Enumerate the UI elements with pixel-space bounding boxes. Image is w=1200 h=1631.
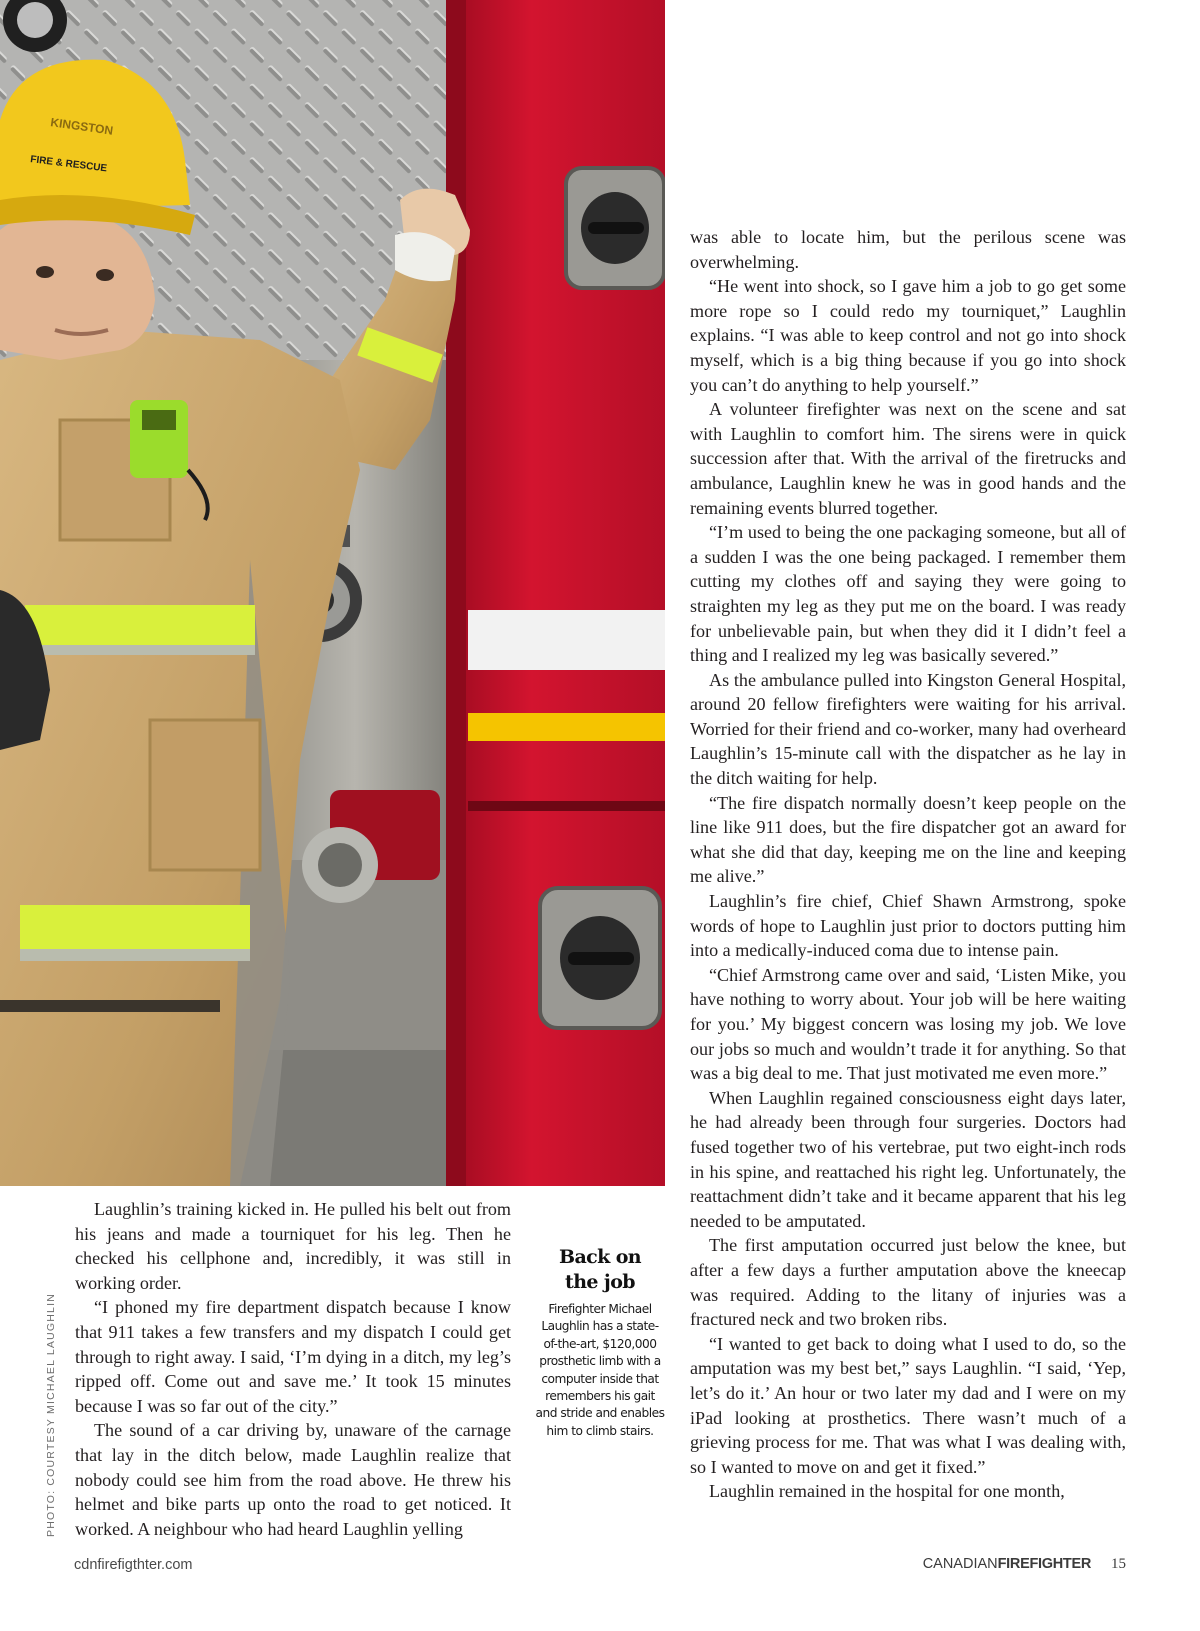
publication-name-bold: FIREFIGHTER [997,1556,1091,1572]
hero-photo [0,0,665,1186]
sidebar-title-line: Back on [558,1246,641,1268]
sidebar-box [535,1245,665,1440]
compartment-handle-top [566,168,664,288]
paragraph: The sound of a car driving by, unaware of the carnage that lay in the ditch below, made Laughlin realize that nobody could see him from the road above. He threw his helmet and bike parts up onto the road to get noticed. It worked. A neighbour who had heard Laughlin yelling [75,1420,511,1539]
paragraph: “I phoned my fire department dispatch because I know that 911 takes a few transfers and my dispatch I could get through to right away. I said, ‘I’m dying in a ditch, my leg’s ripped off. Come out and save me.’ It took 15 minutes because I was so far out of the city.” [75,1297,511,1416]
paragraph: Laughlin’s fire chief, Chief Shawn Armstrong, spoke words of hope to Laughlin just prior to doctors putting him into a medically-induced coma due to intense pain. [690,891,1126,961]
paragraph: A volunteer firefighter was next on the scene and sat with Laughlin to comfort him. The sirens were in quick succession after that. With the arrival of the firetrucks and ambulance, Laughlin knew he was in good hands and the remaining events blurred together. [690,399,1126,518]
publication-name-regular: CANADIAN [922,1556,998,1572]
sidebar-caption: Firefighter Michael Laughlin has a state-of-the-art, $120,000 prosthetic limb with a computer inside that remembers his gait and stride and enables him to climb stairs. [535,1302,665,1438]
helmet-text-kingston: KINGSTON [49,115,115,138]
white-stripe [468,610,665,670]
article-column-left [75,1197,511,1541]
paragraph-continuation: was able to locate him, but the perilous scene was overwhelming. [690,227,1126,272]
firefighter-illustration [0,0,665,1186]
paragraph: The first amputation occurred just below the knee, but after a few days a further amputation above the kneecap was required. Adding to the litany of injuries was a fractured neck and two broken ribs. [690,1235,1126,1330]
photo-credit: PHOTO: COURTESY MICHAEL LAUGHLIN [45,1293,57,1537]
helmet-text-fire-rescue: FIRE & RESCUE [29,154,108,175]
sidebar-title [535,1245,665,1295]
page-number: 15 [1111,1556,1126,1572]
footer-website: cdnfirefigthter.com [74,1557,193,1573]
sidebar-title-line: the job [565,1271,635,1293]
paragraph: “I’m used to being the one packaging someone, but all of a sudden I was the one being packaged. I remember them cutting my clothes off and saying they were going to straighten my leg as they put me on the board. I was ready for unbelievable pain, but when they did it I didn’t feel a thing and I realized my leg was basically severed.” [690,522,1126,666]
article-column-right [690,225,1126,1504]
paragraph: Laughlin remained in the hospital for one month, [709,1481,1065,1502]
footer-publication [923,1556,1126,1573]
paragraph: When Laughlin regained consciousness eight days later, he had already been through four surgeries. Doctors had fused together two of his vertebrae, put two eight-inch rods in his spine, and reattached his right leg. Unfortunately, the reattachment didn’t take and it became apparent that his leg needed to be amputated. [690,1087,1126,1231]
paragraph: “The fire dispatch normally doesn’t keep people on the line like 911 does, but the fire dispatcher got an award for what she did that day, keeping me on the line and keeping me alive.” [690,792,1126,887]
compartment-handle-bottom [540,888,660,1028]
paragraph: As the ambulance pulled into Kingston General Hospital, around 20 fellow firefighters were waiting for his arrival. Worried for their friend and co-worker, many had overheard Laughlin’s 15-minute call with the dispatcher as he lay in the ditch waiting for help. [690,669,1126,789]
paragraph: “Chief Armstrong came over and said, ‘Listen Mike, you have nothing to worry about. Your job will be here waiting for you.’ My biggest concern was losing my job. We love our jobs so much and wouldn’t trade it for anything. So that was a big deal to me. That just motivated me even more.” [690,964,1126,1084]
paragraph: “He went into shock, so I gave him a job to go get some more rope so I could redo my tourniquet,” Laughlin explains. “I was able to keep control and not go into shock myself, which is a big thing because if you go into shock you can’t do anything to help yourself.” [690,276,1126,395]
paragraph: “I wanted to get back to doing what I used to do, so the amputation was my best bet,” says Laughlin. “I said, ‘Yep, let’s do it.’ An hour or two later my dad and I were on my iPad looking at prosthetics. There wasn’t much of a grieving process for me. That was what I was dealing with, so I wanted to move on and get it fixed.” [690,1333,1126,1477]
yellow-stripe [468,713,665,741]
paragraph: Laughlin’s training kicked in. He pulled his belt out from his jeans and made a tourniquet for his leg. Then he checked his cellphone and, incredibly, it was still in working order. [75,1199,511,1293]
